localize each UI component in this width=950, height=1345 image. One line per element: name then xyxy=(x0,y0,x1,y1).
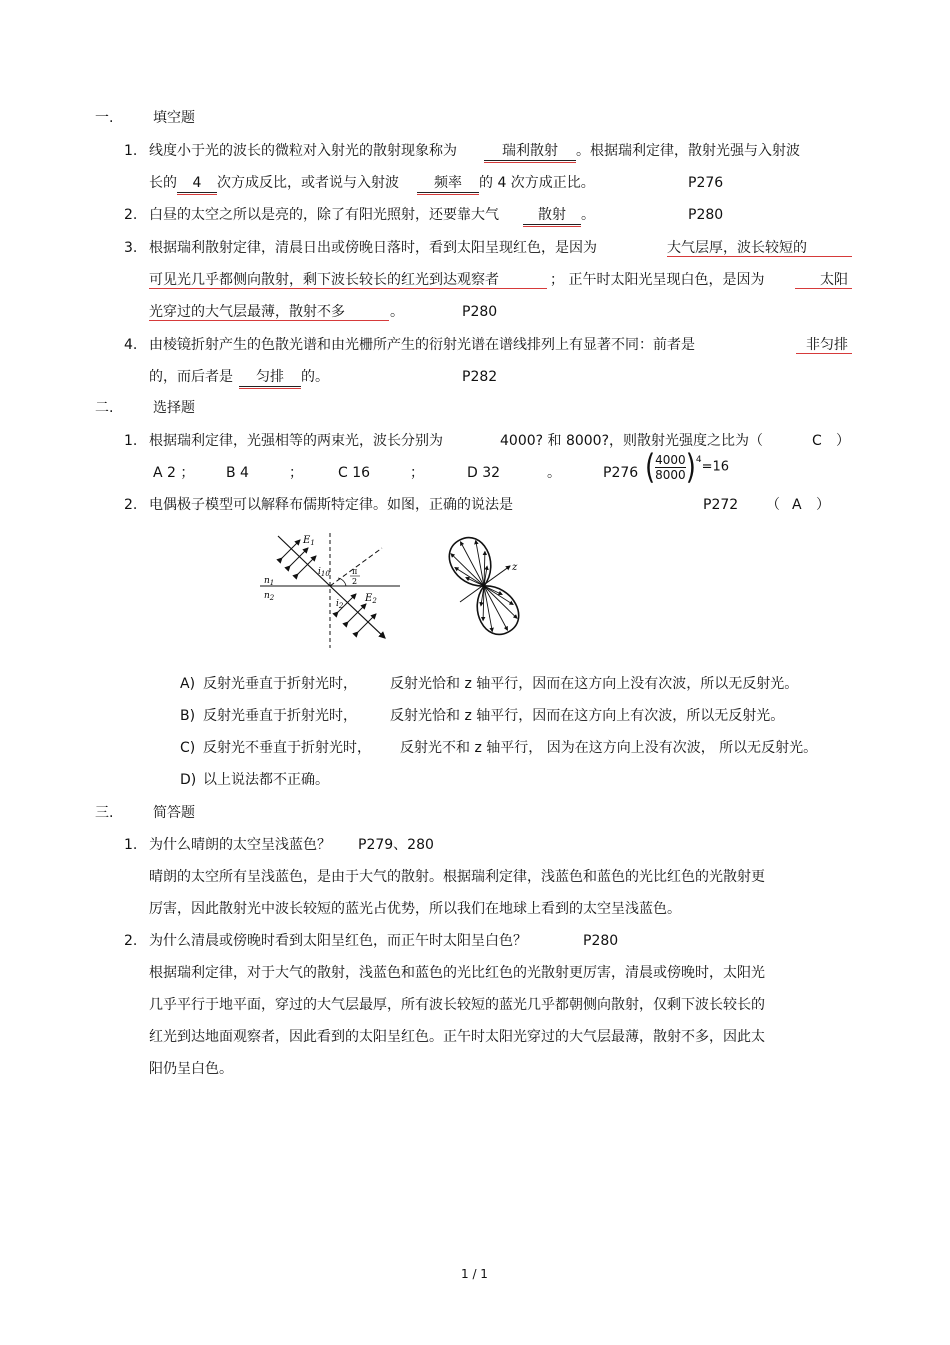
q4-page-ref: P282 xyxy=(462,369,498,385)
s2-q2-option-a-key: A) xyxy=(180,676,196,692)
q3-text-3: 。 xyxy=(390,304,404,320)
s2-q1-option-d: D 32 xyxy=(467,465,501,481)
s2-q2-answer: A xyxy=(792,497,802,513)
s2-q1-sep: ； xyxy=(289,465,303,481)
q4-answer-1: 非匀排 xyxy=(806,337,848,353)
label-n1: $n_1$ xyxy=(264,576,275,587)
s3-q2-answer-line-1: 根据瑞利定律，对于大气的散射，浅蓝色和蓝色的光比红色的光散射更厉害，清晨或傍晚时，太阳光 xyxy=(149,965,765,981)
s3-q1-page-ref: P279、280 xyxy=(358,837,434,853)
s3-q2-page-ref: P280 xyxy=(583,933,619,949)
section-1-title: 填空题 xyxy=(153,110,195,126)
q4-text: 由棱镜折射产生的色散光谱和由光栅所产生的衍射光谱在谱线排列上有显著不同：前者是 xyxy=(149,337,695,353)
q3-answer-underline xyxy=(149,288,547,289)
s2-q1-option-c: C 16 xyxy=(338,465,371,481)
q4-answer-2: 匀排 xyxy=(239,368,301,387)
section-1-number: 一. xyxy=(95,110,114,126)
label-e1: $E_1$ xyxy=(303,535,315,547)
q1-text-part: 次方成反比，或者说与入射波 xyxy=(217,175,399,191)
q1-answer-blank-3: 频率 xyxy=(417,174,479,193)
q4-number: 4. xyxy=(124,337,138,353)
q1-text-part: 线度小于光的波长的微粒对入射光的散射现象称为 xyxy=(149,143,457,159)
s2-q1-period: 。 xyxy=(547,465,561,481)
s2-q2-option-c-text2: 反射光不和 z 轴平行， 因为在这方向上没有次波， 所以无反射光。 xyxy=(400,740,818,756)
s2-q2-option-c-key: C) xyxy=(180,740,196,756)
q1-text xyxy=(149,142,800,161)
s2-q1-sep: ； xyxy=(410,465,424,481)
q3-answer-1a: 大气层厚，波长较短的 xyxy=(667,240,807,256)
q1-page-ref: P276 xyxy=(688,175,724,191)
label-i2: $i_2$ xyxy=(336,599,344,610)
q4-answer-underline xyxy=(796,353,852,354)
q1-text-part: 长的 xyxy=(149,175,177,191)
label-two: 2 xyxy=(352,577,358,586)
q4-text-2 xyxy=(149,368,329,387)
s2-q2-number: 2. xyxy=(124,497,138,513)
s2-q1-page-ref: P276 xyxy=(603,465,639,481)
s2-q1-option-a: A 2 ； xyxy=(153,465,195,481)
s2-q1-option-b: B 4 xyxy=(226,465,249,481)
q1-text-part: 的 4 次方成正比。 xyxy=(479,175,595,191)
q1-text-line-2 xyxy=(149,174,595,193)
s3-q1-question: 为什么晴朗的太空呈浅蓝色？ xyxy=(149,837,331,853)
s2-q1-answer: C xyxy=(812,433,822,449)
s3-q1-answer-line-2: 厉害，因此散射光中波长较短的蓝光占优势，所以我们在地球上看到的太空呈浅蓝色。 xyxy=(149,901,681,917)
dipole-radiation-diagram xyxy=(432,530,542,642)
s2-q1-wavelengths: 4000? 和 8000?，则散射光强度之比为（ xyxy=(500,433,764,449)
s2-q2-text: 电偶极子模型可以解释布儒斯特定律。如图，正确的说法是 xyxy=(149,497,513,513)
q3-answer-underline xyxy=(149,320,389,321)
s2-q1-close: ） xyxy=(836,433,850,449)
s2-q2-open: （ xyxy=(766,497,780,513)
s2-q2-option-d-text1: 以上说法都不正确。 xyxy=(203,772,329,788)
s3-q1-number: 1. xyxy=(124,837,138,853)
section-2-number: 二. xyxy=(95,400,114,416)
page-number: 1 / 1 xyxy=(461,1267,488,1281)
s2-q2-option-b-key: B) xyxy=(180,708,196,724)
label-z: z xyxy=(512,562,518,573)
s3-q2-answer-line-2: 几乎平行于地平面，穿过的大气层最厚，所有波长较短的蓝光几乎都朝侧向散射，仅剩下波长较长的 xyxy=(149,997,765,1013)
fraction-denominator: 8000 xyxy=(655,468,686,482)
q3-text-2: ； 正午时太阳光呈现白色，是因为 xyxy=(550,272,765,288)
formula-exponent: 4 xyxy=(695,455,702,465)
q3-page-ref: P280 xyxy=(462,304,498,320)
q1-text-part: 。根据瑞利定律，散射光强与入射波 xyxy=(576,143,800,159)
section-3-number: 三. xyxy=(95,805,114,821)
q2-number: 2. xyxy=(124,207,138,223)
q3-answer-underline xyxy=(795,288,852,289)
formula-paren-left: ( xyxy=(645,448,656,487)
q4-text-part: 的。 xyxy=(301,369,329,385)
brewster-diagram xyxy=(260,528,410,653)
q2-text xyxy=(149,206,595,225)
q2-text-part: 。 xyxy=(581,207,595,223)
q1-answer-blank-2: 4 xyxy=(177,174,217,193)
s2-q2-close: ） xyxy=(816,497,830,513)
formula-result: =16 xyxy=(701,459,730,475)
z-axis xyxy=(460,566,510,602)
q3-answer-underline xyxy=(667,256,852,257)
s2-q2-option-a-text1: 反射光垂直于折射光时， xyxy=(203,676,357,692)
s2-q2-option-b-text1: 反射光垂直于折射光时， xyxy=(203,708,357,724)
q4-text-part: 的，而后者是 xyxy=(149,369,233,385)
s2-q1-number: 1. xyxy=(124,433,138,449)
label-i10: $i_{10}$ xyxy=(318,567,330,578)
s2-q2-option-a-text2: 反射光恰和 z 轴平行，因而在这方向上没有次波，所以无反射光。 xyxy=(390,676,799,692)
s2-q2-page-ref: P272 xyxy=(703,497,739,513)
q3-number: 3. xyxy=(124,240,138,256)
formula-paren-right: ) xyxy=(685,448,696,487)
s2-q2-option-c-text1: 反射光不垂直于折射光时， xyxy=(203,740,371,756)
s2-q1-formula xyxy=(645,448,730,487)
q3-answer-2b: 光穿过的大气层最薄，散射不多 xyxy=(149,304,345,320)
q2-text-part: 白昼的太空之所以是亮的，除了有阳光照射，还要靠大气 xyxy=(149,207,499,223)
q3-answer-2a: 太阳 xyxy=(820,272,848,288)
dipole-lobes xyxy=(442,531,525,641)
s3-q2-answer-line-4: 阳仍呈白色。 xyxy=(149,1061,233,1077)
q3-answer-1b: 可见光几乎都侧向散射，剩下波长较长的红光到达观察者 xyxy=(149,272,499,288)
s2-q1-text: 根据瑞利定律，光强相等的两束光，波长分别为 xyxy=(149,433,443,449)
s3-q2-question: 为什么清晨或傍晚时看到太阳呈红色，而正午时太阳呈白色？ xyxy=(149,933,527,949)
q1-number: 1. xyxy=(124,143,138,159)
section-2-title: 选择题 xyxy=(153,400,195,416)
s3-q2-answer-line-3: 红光到达地面观察者，因此看到的太阳呈红色。正午时太阳光穿过的大气层最薄，散射不多，因此太 xyxy=(149,1029,765,1045)
q3-text: 根据瑞利散射定律，清晨日出或傍晚日落时，看到太阳呈现红色，是因为 xyxy=(149,240,597,256)
s3-q2-number: 2. xyxy=(124,933,138,949)
section-3-title: 简答题 xyxy=(153,805,195,821)
q2-answer-blank: 散射 xyxy=(523,206,581,225)
label-n2: $n_2$ xyxy=(264,591,275,602)
label-pi: π xyxy=(352,567,358,576)
label-e2: $E_2$ xyxy=(365,593,377,605)
s2-q2-option-b-text2: 反射光恰和 z 轴平行，因而在这方向上有次波，所以无反射光。 xyxy=(390,708,785,724)
s2-q2-option-d-key: D) xyxy=(180,772,197,788)
formula-fraction xyxy=(655,453,686,482)
s3-q1-answer-line-1: 晴朗的太空所有呈浅蓝色，是由于大气的散射。根据瑞利定律，浅蓝色和蓝色的光比红色的光散射更 xyxy=(149,869,765,885)
q2-page-ref: P280 xyxy=(688,207,724,223)
q1-answer-blank-1: 瑞利散射 xyxy=(484,142,576,161)
fraction-numerator: 4000 xyxy=(655,453,686,467)
